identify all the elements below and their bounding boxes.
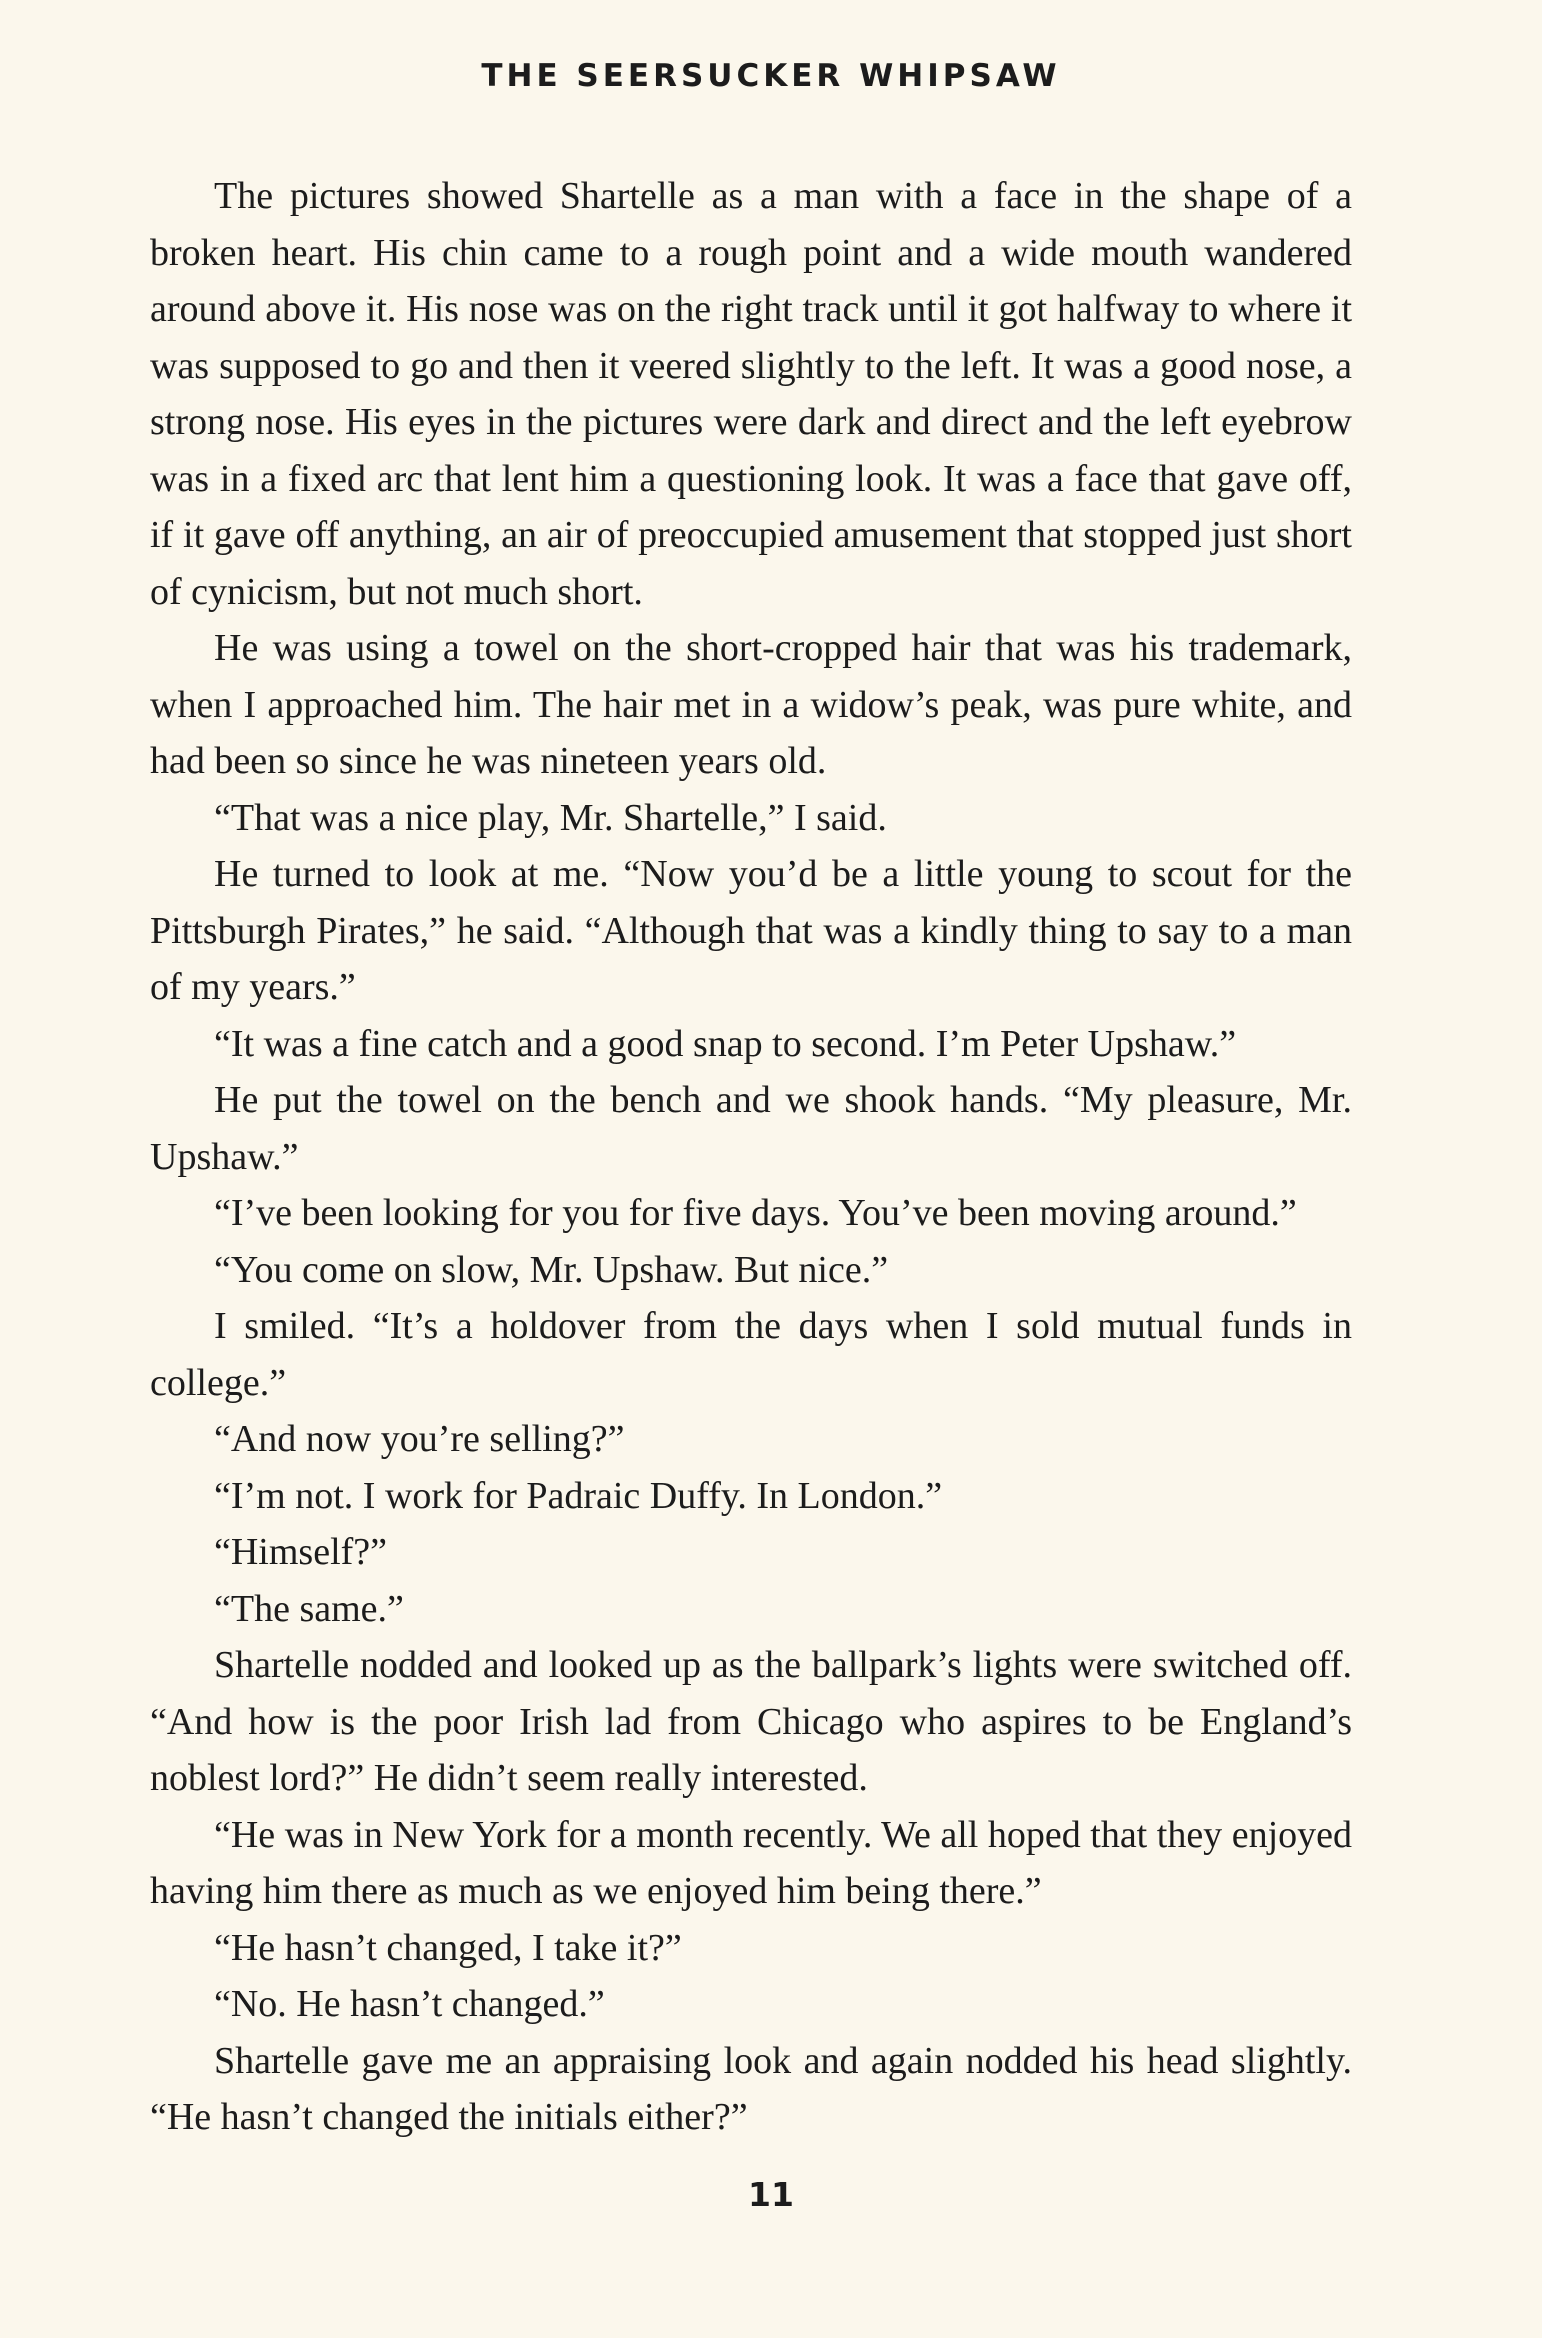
paragraph: “No. He hasn’t changed.”	[214, 1983, 605, 2025]
paragraph: I smiled. “It’s a holdover from the days when I sold mutual funds in college.”	[150, 1305, 1352, 1404]
paragraph: “It was a fine catch and a good snap to second. I’m Peter Upshaw.”	[214, 1022, 1237, 1065]
paragraph: Shartelle nodded and looked up as the ballpark’s lights were switched off. “And how is the poor Irish lad from Chicago who aspires to be England’s noblest lord?” He didn’t seem really interested.	[150, 1644, 1352, 1799]
paragraph: He put the towel on the bench and we shook hands. “My pleasure, Mr. Upshaw.”	[150, 1079, 1352, 1178]
paragraph: He turned to look at me. “Now you’d be a little young to scout for the Pittsburgh Pirates,” he said. “Although that was a kindly thing to say to a man of my years.”	[150, 853, 1352, 1008]
running-header: THE SEERSUCKER WHIPSAW	[481, 58, 1061, 94]
paragraph: The pictures showed Shartelle as a man with a face in the shape of a broken heart. His chin came to a rough point and a wide mouth wandered around above it. His nose was on the right track until it got halfway to where it was supposed to go and then it veered slightly to the left. It was a good nose, a strong nose. His eyes in the pictures were dark and direct and the left eyebrow was in a fixed arc that lent him a questioning look. It was a face that gave off, if it gave off anything, an air of preoccupied amusement that stopped just short of cynicism, but not much short.	[150, 175, 1352, 613]
paragraph: “I’ve been looking for you for five days. You’ve been moving around.”	[214, 1192, 1297, 1234]
paragraph: “He was in New York for a month recently. We all hoped that they enjoyed having him there as much as we enjoyed him being there.”	[150, 1813, 1352, 1912]
paragraph: “I’m not. I work for Padraic Duffy. In London.”	[214, 1474, 943, 1517]
paragraph: “He hasn’t changed, I take it?”	[214, 1926, 682, 1969]
paragraph: Shartelle gave me an appraising look and again nodded his head slightly. “He hasn’t changed the initials either?”	[150, 2039, 1352, 2138]
paragraph: “The same.”	[214, 1587, 404, 1630]
paragraph: “You come on slow, Mr. Upshaw. But nice.”	[214, 1248, 889, 1291]
body-text	[150, 168, 1352, 2146]
paragraph: He was using a towel on the short-cropped hair that was his trademark, when I approached him. The hair met in a widow’s peak, was pure white, and had been so since he was nineteen years old.	[150, 627, 1352, 782]
paragraph: “And now you’re selling?”	[214, 1418, 625, 1460]
paragraph: “Himself?”	[214, 1531, 388, 1573]
page-number: 11	[748, 2175, 794, 2214]
paragraph: “That was a nice play, Mr. Shartelle,” I said.	[214, 796, 887, 839]
